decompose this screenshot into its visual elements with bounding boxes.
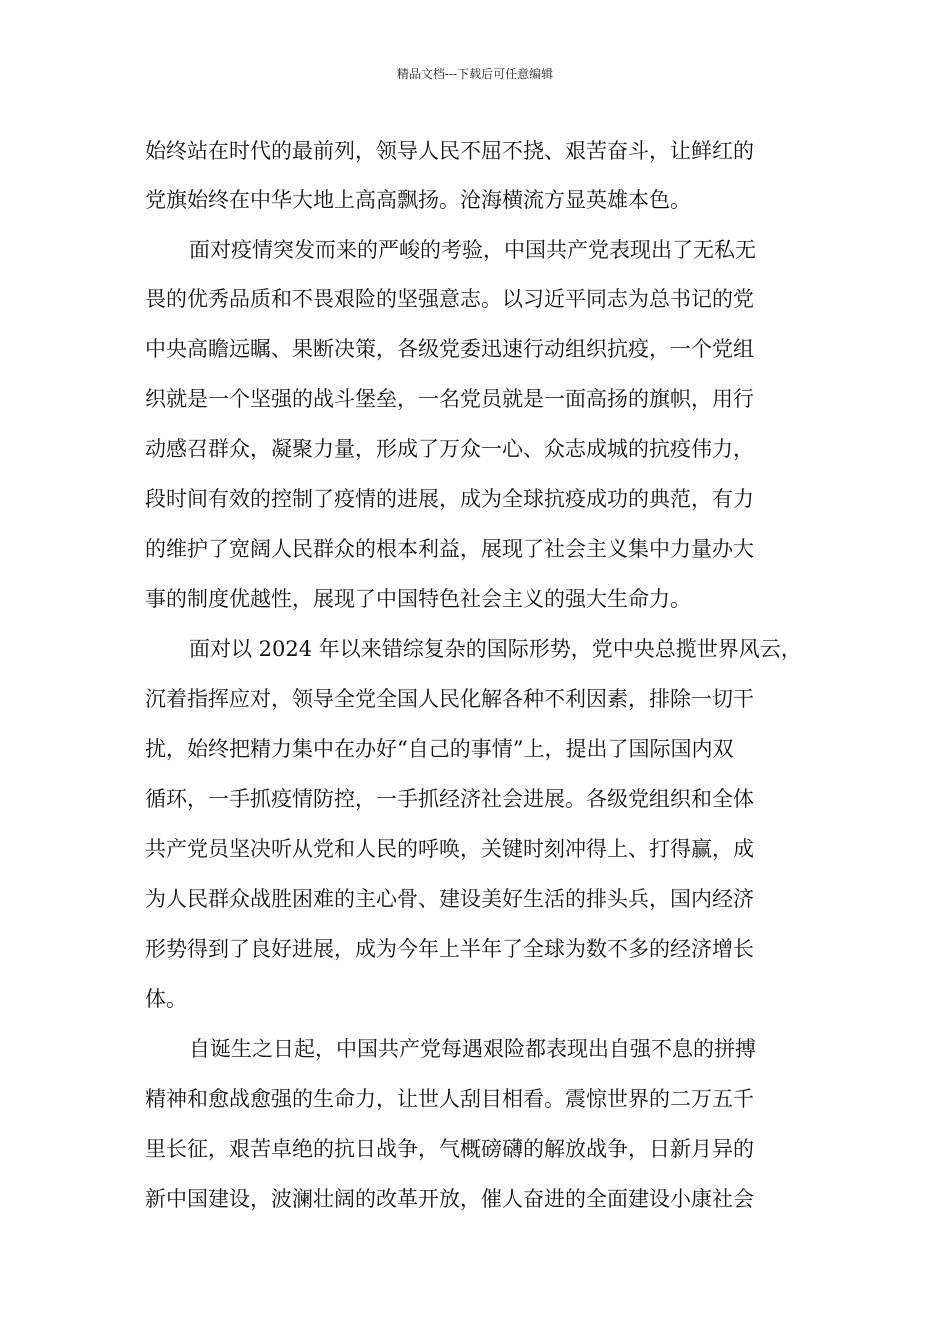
text-line: 里长征，艰苦卓绝的抗日战争，气概磅礴的解放战争，日新月异的 (145, 1137, 754, 1161)
text-line: 新中国建设，波澜壮阔的改革开放，催人奋进的全面建设小康社会 (145, 1187, 754, 1211)
text-line: 共产党员坚决听从党和人民的呼唤，关键时刻冲得上、打得赢，成 (145, 837, 754, 861)
text-line: 的维护了宽阔人民群众的根本利益，展现了社会主义集中力量办大 (145, 537, 754, 561)
text-line: 面对疫情突发而来的严峻的考验，中国共产党表现出了无私无 (189, 238, 756, 262)
text-line: 形势得到了良好进展，成为今年上半年了全球为数不多的经济增长 (145, 937, 754, 961)
text-line: 始终站在时代的最前列，领导人民不屈不挠、艰苦奋斗，让鲜红的 (145, 139, 754, 163)
text-line: 畏的优秀品质和不畏艰险的坚强意志。以习近平同志为总书记的党 (145, 287, 754, 311)
text-line: 精神和愈战愈强的生命力，让世人刮目相看。震惊世界的二万五千 (145, 1087, 754, 1111)
text-line: 段时间有效的控制了疫情的进展，成为全球抗疫成功的典范，有力 (145, 487, 754, 511)
text-line: 面对以 2024 年以来错综复杂的国际形势，党中央总揽世界风云， (189, 637, 802, 661)
text-line: 扰，始终把精力集中在办好“自己的事情”上，提出了国际国内双 (145, 737, 734, 761)
text-line: 体。 (145, 987, 187, 1011)
text-line: 事的制度优越性，展现了中国特色社会主义的强大生命力。 (145, 587, 691, 611)
text-line: 自诞生之日起，中国共产党每遇艰险都表现出自强不息的拼搏 (189, 1037, 756, 1061)
text-line: 党旗始终在中华大地上高高飘扬。沧海横流方显英雄本色。 (145, 188, 691, 212)
text-line: 循环，一手抓疫情防控，一手抓经济社会进展。各级党组织和全体 (145, 787, 754, 811)
page-header: 精品文档---下载后可任意编辑 (396, 67, 554, 81)
text-line: 为人民群众战胜困难的主心骨、建设美好生活的排头兵，国内经济 (145, 887, 754, 911)
text-line: 动感召群众，凝聚力量，形成了万众一心、众志成城的抗疫伟力， (145, 437, 754, 461)
text-line: 中央高瞻远瞩、果断决策，各级党委迅速行动组织抗疫，一个党组 (145, 337, 754, 361)
text-line: 织就是一个坚强的战斗堡垒，一名党员就是一面高扬的旗帜，用行 (145, 387, 754, 411)
text-line: 沉着指挥应对，领导全党全国人民化解各种不利因素，排除一切干 (145, 687, 754, 711)
